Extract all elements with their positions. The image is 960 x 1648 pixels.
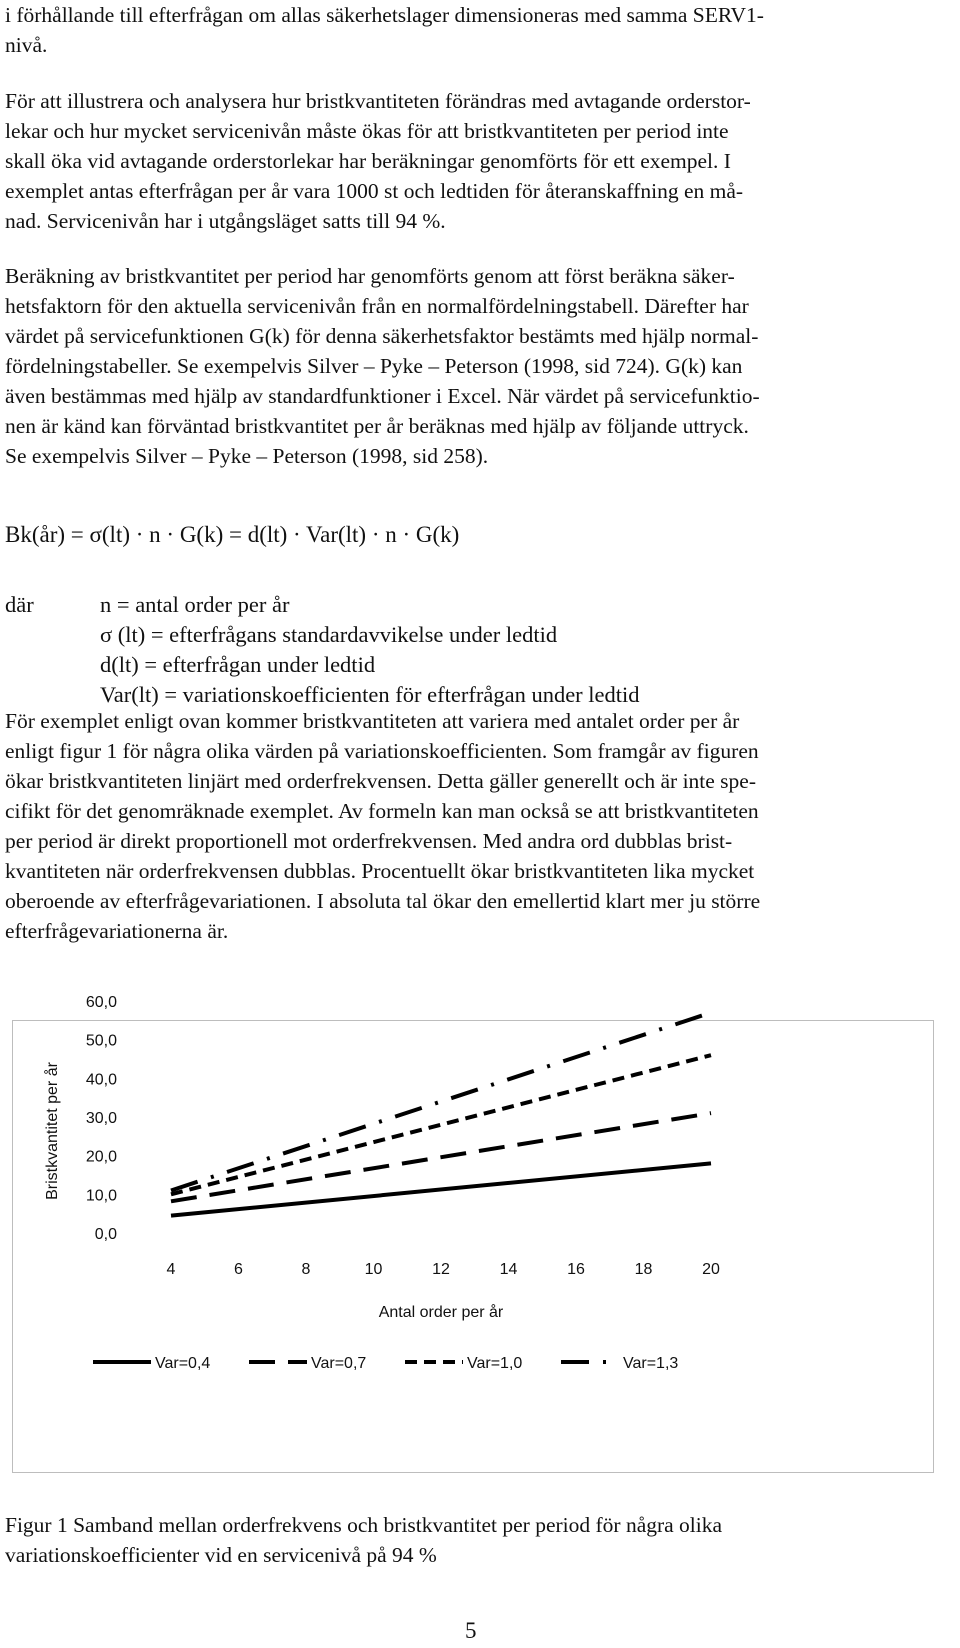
- caption-line: Figur 1 Samband mellan orderfrekvens och bristkvantitet per period för några olika: [5, 1513, 723, 1537]
- text-line: per period är direkt proportionell mot orderfrekvensen. Med andra ord dubblas brist-: [5, 829, 733, 853]
- x-axis-label: Antal order per år: [378, 1304, 504, 1321]
- legend-label: Var=1,3: [623, 1355, 679, 1372]
- where-label: där: [5, 592, 34, 617]
- definition-item: Var(lt) = variationskoefficienten för efterfrågan under ledtid: [100, 682, 640, 707]
- figure-1-chart: [12, 994, 934, 1473]
- x-tick-label: 16: [567, 1261, 585, 1278]
- paragraph-intro: [5, 0, 950, 60]
- x-tick-label: 6: [234, 1261, 243, 1278]
- text-line: Beräkning av bristkvantitet per period har genomförts genom att först beräkna säker-: [5, 264, 735, 288]
- y-tick-label: 10,0: [85, 1187, 117, 1205]
- y-tick-label: 50,0: [85, 1032, 117, 1050]
- definition-item: σ (lt) = efterfrågans standardavvikelse under ledtid: [100, 622, 558, 647]
- definition-item: d(lt) = efterfrågan under ledtid: [100, 652, 376, 677]
- y-axis-label: Bristkvantitet per år: [44, 1062, 61, 1200]
- definitions-list: [100, 590, 640, 710]
- text-line: Se exempelvis Silver – Pyke – Peterson (1998, sid 258).: [5, 444, 489, 468]
- legend-label: Var=1,0: [467, 1355, 523, 1372]
- text-line: i förhållande till efterfrågan om allas säkerhetslager dimensioneras med samma SERV1-: [5, 3, 764, 27]
- series-line-3: [171, 1055, 711, 1194]
- series-line-4: [171, 1013, 711, 1191]
- text-line: nivå.: [5, 33, 48, 57]
- text-line: lekar och hur mycket servicenivån måste ökas för att bristkvantiteten per period inte: [5, 119, 729, 143]
- text-line: hetsfaktorn för den aktuella servicenivån från en normalfördelningstabell. Därefter har: [5, 294, 749, 318]
- x-tick-label: 20: [702, 1261, 720, 1278]
- text-line: ökar bristkvantiteten linjärt med orderfrekvensen. Detta gäller generellt och är inte spe-: [5, 769, 756, 793]
- text-line: fördelningstabeller. Se exempelvis Silver – Pyke – Peterson (1998, sid 724). G(k) kan: [5, 354, 743, 378]
- legend-label: Var=0,4: [155, 1355, 211, 1372]
- y-tick-label: 20,0: [85, 1148, 117, 1166]
- text-line: kvantiteten när orderfrekvensen dubblas. Procentuellt ökar bristkvantiteten lika mycket: [5, 859, 755, 883]
- caption-line: variationskoefficienter vid en servicenivå på 94 %: [5, 1543, 437, 1567]
- x-tick-label: 14: [499, 1261, 518, 1278]
- y-tick-label: 30,0: [85, 1110, 117, 1127]
- text-line: cifikt för det genomräknade exemplet. Av formeln kan man också se att bristkvantiteten: [5, 799, 759, 823]
- text-line: även bestämmas med hjälp av standardfunktioner i Excel. När värdet på servicefunktio-: [5, 384, 760, 408]
- y-tick-label: 60,0: [85, 994, 117, 1011]
- page-number: 5: [465, 1618, 477, 1643]
- paragraph-example: [5, 86, 950, 236]
- text-line: värdet på servicefunktionen G(k) för denna säkerhetsfaktor bestämts med hjälp normal-: [5, 324, 759, 348]
- x-tick-label: 12: [432, 1261, 450, 1278]
- figure-caption: [5, 1510, 950, 1570]
- y-tick-label: 0,0: [94, 1226, 117, 1243]
- text-line: oberoende av efterfrågevariationen. I absoluta tal ökar den emellertid klart mer ju större: [5, 889, 761, 913]
- text-line: nad. Servicenivån har i utgångsläget satts till 94 %.: [5, 209, 446, 233]
- text-line: enligt figur 1 för några olika värden på variationskoefficienten. Som framgår av figuren: [5, 739, 759, 763]
- text-line: För exemplet enligt ovan kommer bristkvantiteten att variera med antalet order per år: [5, 709, 740, 733]
- x-tick-label: 18: [634, 1261, 653, 1278]
- formula: Bk(år) = σ(lt) · n · G(k) = d(lt) · Var(lt) · n · G(k): [5, 522, 460, 547]
- text-line: För att illustrera och analysera hur bristkvantiteten förändras med avtagande orderstor-: [5, 89, 751, 113]
- text-line: efterfrågevariationerna är.: [5, 919, 229, 943]
- paragraph-results: [5, 706, 950, 946]
- definition-item: n = antal order per år: [100, 592, 290, 617]
- legend-label: Var=0,7: [311, 1355, 367, 1372]
- text-line: exemplet antas efterfrågan per år vara 1000 st och ledtiden för återanskaffning en må-: [5, 179, 744, 203]
- x-tick-label: 8: [301, 1261, 311, 1278]
- chart-svg: [13, 994, 933, 1472]
- paragraph-calculation: [5, 261, 950, 471]
- y-tick-label: 40,0: [85, 1071, 117, 1089]
- x-tick-label: 10: [364, 1261, 383, 1278]
- text-line: skall öka vid avtagande orderstorlekar har beräkningar genomförts för ett exempel. I: [5, 149, 731, 173]
- x-tick-label: 4: [166, 1261, 176, 1278]
- text-line: nen är känd kan förväntad bristkvantitet per år beräknas med hjälp av följande uttryck.: [5, 414, 749, 438]
